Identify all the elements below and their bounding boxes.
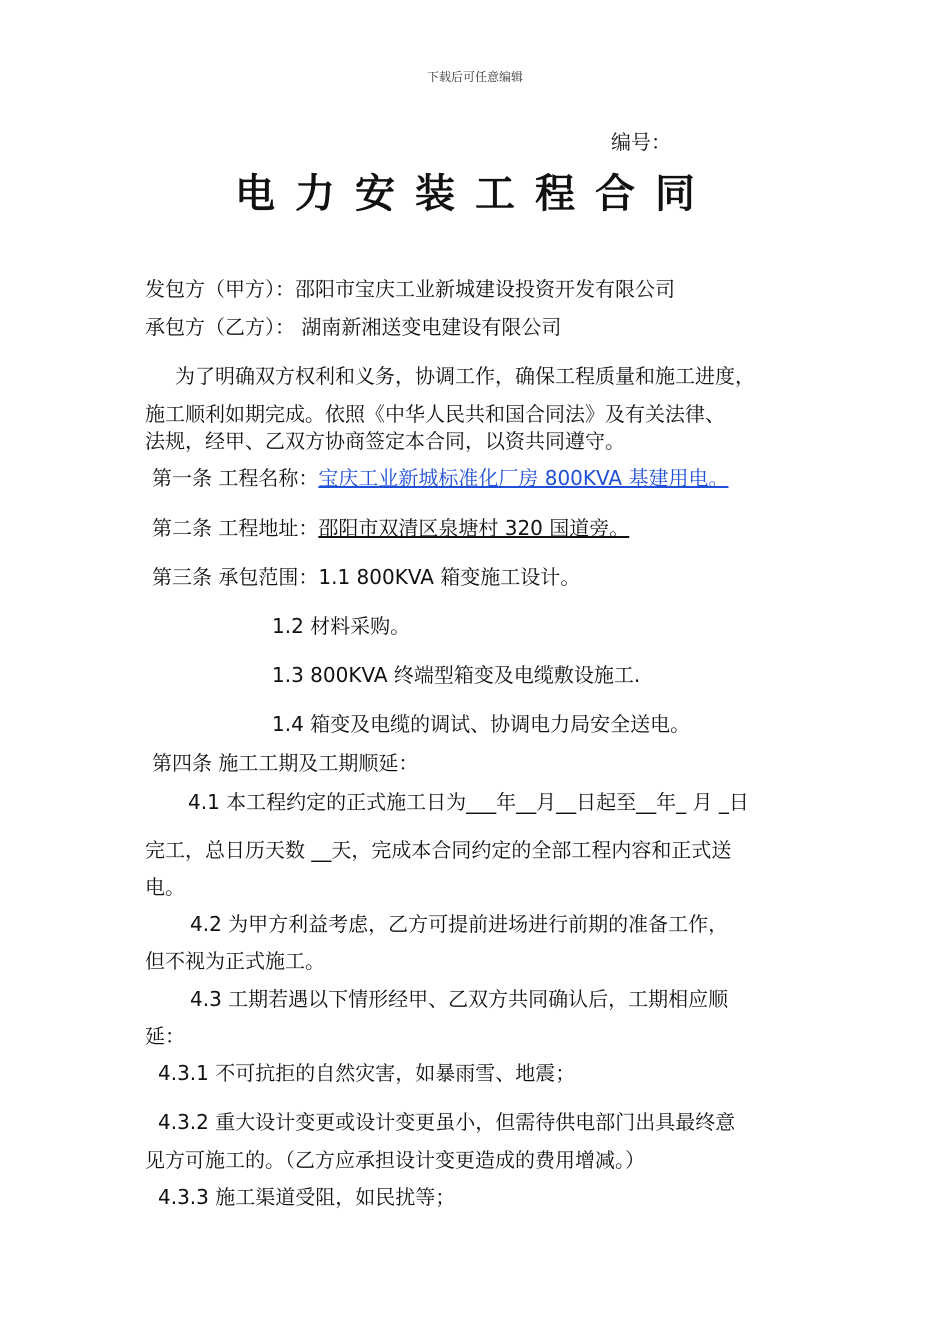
clause-4-2-line-2: 但不视为正式施工。 xyxy=(145,949,325,973)
article-2-label: 第二条 工程地址： xyxy=(152,516,319,540)
clause-4-3-line-2: 延： xyxy=(145,1024,185,1048)
article-1-label: 第一条 工程名称： xyxy=(152,466,319,490)
article-3 xyxy=(152,561,580,590)
clause-4-3-line-1: 4.3 工期若遇以下情形经甲、乙双方共同确认后，工期相应顺 xyxy=(190,987,729,1011)
article-3-label: 第三条 承包范围： xyxy=(152,565,319,589)
project-name-link[interactable]: 宝庆工业新城标准化厂房 800KVA 基建用电。 xyxy=(318,466,729,490)
party-b: 承包方（乙方）： 湖南新湘送变电建设有限公司 xyxy=(145,315,562,339)
clause-4-1-line-3: 电。 xyxy=(145,875,185,899)
party-a: 发包方（甲方）：邵阳市宝庆工业新城建设投资开发有限公司 xyxy=(145,277,675,301)
intro-line-2: 施工顺利如期完成。依照《中华人民共和国合同法》及有关法律、 xyxy=(145,402,725,426)
intro-line-1: 为了明确双方权利和义务，协调工作，确保工程质量和施工进度， xyxy=(175,364,755,388)
scope-item-1-4: 1.4 箱变及电缆的调试、协调电力局安全送电。 xyxy=(272,712,691,736)
clause-4-1-line-2: 完工，总日历天数 __天，完成本合同约定的全部工程内容和正式送 xyxy=(145,838,732,862)
intro-line-3: 法规，经甲、乙双方协商签定本合同，以资共同遵守。 xyxy=(145,429,625,453)
scope-item-1-1: 1.1 800KVA 箱变施工设计。 xyxy=(318,565,581,589)
article-1 xyxy=(152,462,728,491)
article-4-label: 第四条 施工工期及工期顺延： xyxy=(152,751,419,775)
scope-item-1-3: 1.3 800KVA 终端型箱变及电缆敷设施工. xyxy=(272,663,641,687)
clause-4-1-line-1: 4.1 本工程约定的正式施工日为___年__月__日起至__年_ 月 _日 xyxy=(188,790,749,814)
project-address: 邵阳市双清区泉塘村 320 国道旁。 xyxy=(318,516,630,540)
contract-number-label: 编号： xyxy=(611,130,671,154)
watermark-text: 下载后可任意编辑 xyxy=(426,70,523,84)
clause-4-3-2-line-2: 见方可施工的。（乙方应承担设计变更造成的费用增减。） xyxy=(145,1148,645,1172)
document-title: 电力安装工程合同 xyxy=(235,170,715,217)
article-2 xyxy=(152,512,629,541)
clause-4-3-1: 4.3.1 不可抗拒的自然灾害，如暴雨雪、地震； xyxy=(158,1061,576,1085)
clause-4-3-3: 4.3.3 施工渠道受阻，如民扰等； xyxy=(158,1185,456,1209)
scope-item-1-2: 1.2 材料采购。 xyxy=(272,614,411,638)
clause-4-2-line-1: 4.2 为甲方利益考虑，乙方可提前进场进行前期的准备工作， xyxy=(190,912,729,936)
clause-4-3-2-line-1: 4.3.2 重大设计变更或设计变更虽小，但需待供电部门出具最终意 xyxy=(158,1110,736,1134)
